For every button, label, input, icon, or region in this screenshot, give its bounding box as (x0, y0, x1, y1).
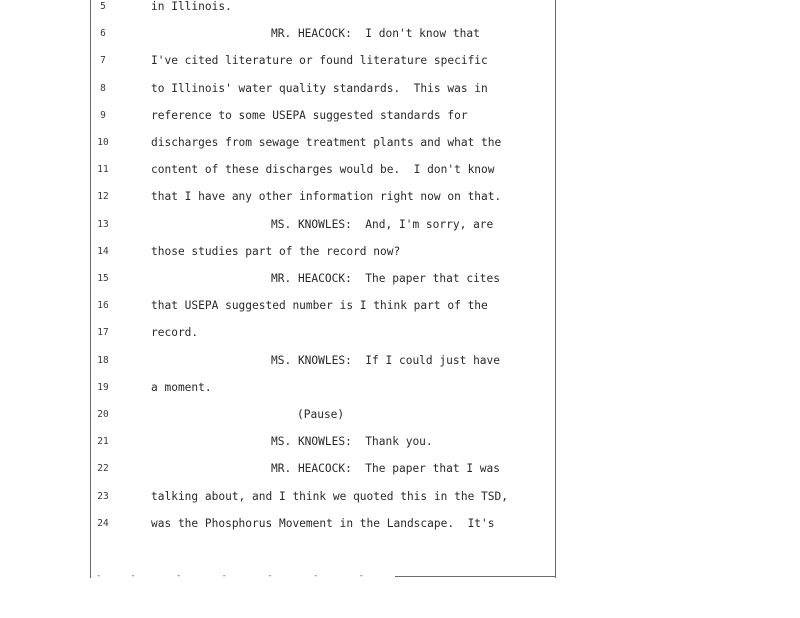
line-number: 13 (97, 218, 109, 230)
transcript-line (0, 187, 560, 207)
line-number: 18 (97, 354, 109, 366)
line-number: 20 (97, 409, 109, 420)
line-text: that USEPA suggested number is I think part of the (151, 299, 488, 313)
transcript-line (0, 215, 560, 235)
line-text: content of these discharges would be. I don't know (151, 163, 495, 177)
line-text: MR. HEACOCK: The paper that cites (271, 272, 501, 285)
line-text: reference to some USEPA suggested standards for (151, 108, 468, 122)
transcript-line (0, 24, 560, 44)
transcript-line (0, 378, 560, 398)
line-text: those studies part of the record now? (151, 244, 401, 258)
line-number: 9 (100, 109, 106, 121)
line-text: (Pause) (297, 408, 345, 421)
transcript-line (0, 269, 560, 289)
transcript-line (0, 0, 560, 17)
line-text: MR. HEACOCK: The paper that I was (271, 462, 501, 476)
transcript-line (0, 160, 560, 180)
line-number: 10 (97, 137, 109, 148)
line-text: a moment. (151, 380, 212, 394)
line-text: to Illinois' water quality standards. This was in (151, 81, 488, 95)
transcript-line (0, 323, 560, 343)
line-number: 12 (97, 191, 109, 203)
footer-fragment: - - - - - - - (96, 571, 371, 581)
line-text: MS. KNOWLES: And, I'm sorry, are (271, 217, 494, 231)
line-text: talking about, and I think we quoted this in the TSD, (151, 489, 508, 503)
line-text: record. (151, 326, 199, 340)
line-number: 14 (97, 245, 109, 257)
line-text: was the Phosphorus Movement in the Landscape. It's (151, 516, 495, 530)
line-number: 17 (97, 327, 109, 339)
transcript-line (0, 106, 560, 126)
line-number: 16 (97, 300, 109, 312)
transcript-line (0, 432, 560, 452)
line-number: 19 (97, 381, 109, 393)
transcript-line (0, 514, 560, 534)
line-number: 8 (100, 82, 106, 94)
line-text: MS. KNOWLES: Thank you. (271, 435, 433, 449)
line-text: MR. HEACOCK: I don't know that (271, 27, 480, 41)
transcript-line (0, 133, 560, 153)
line-text: discharges from sewage treatment plants and what the (151, 136, 502, 149)
line-number: 21 (97, 436, 109, 448)
line-number: 24 (97, 517, 109, 529)
transcript-line (0, 459, 560, 479)
transcript-line (0, 79, 560, 99)
line-number: 5 (100, 1, 106, 12)
transcript-line (0, 51, 560, 71)
line-number: 7 (100, 55, 106, 67)
transcript-line (0, 242, 560, 262)
line-text: in Illinois. (151, 0, 232, 13)
transcript-line (0, 296, 560, 316)
line-number: 22 (97, 463, 109, 475)
transcript-line (0, 405, 560, 425)
transcript-line (0, 351, 560, 371)
line-text: that I have any other information right now on that. (151, 190, 502, 204)
line-number: 11 (97, 164, 109, 176)
line-number: 6 (100, 28, 106, 40)
line-text: I've cited literature or found literature specific (151, 54, 488, 68)
transcript-line (0, 487, 560, 507)
line-number: 15 (97, 273, 109, 284)
line-text: MS. KNOWLES: If I could just have (271, 353, 501, 367)
line-number: 23 (97, 490, 109, 502)
